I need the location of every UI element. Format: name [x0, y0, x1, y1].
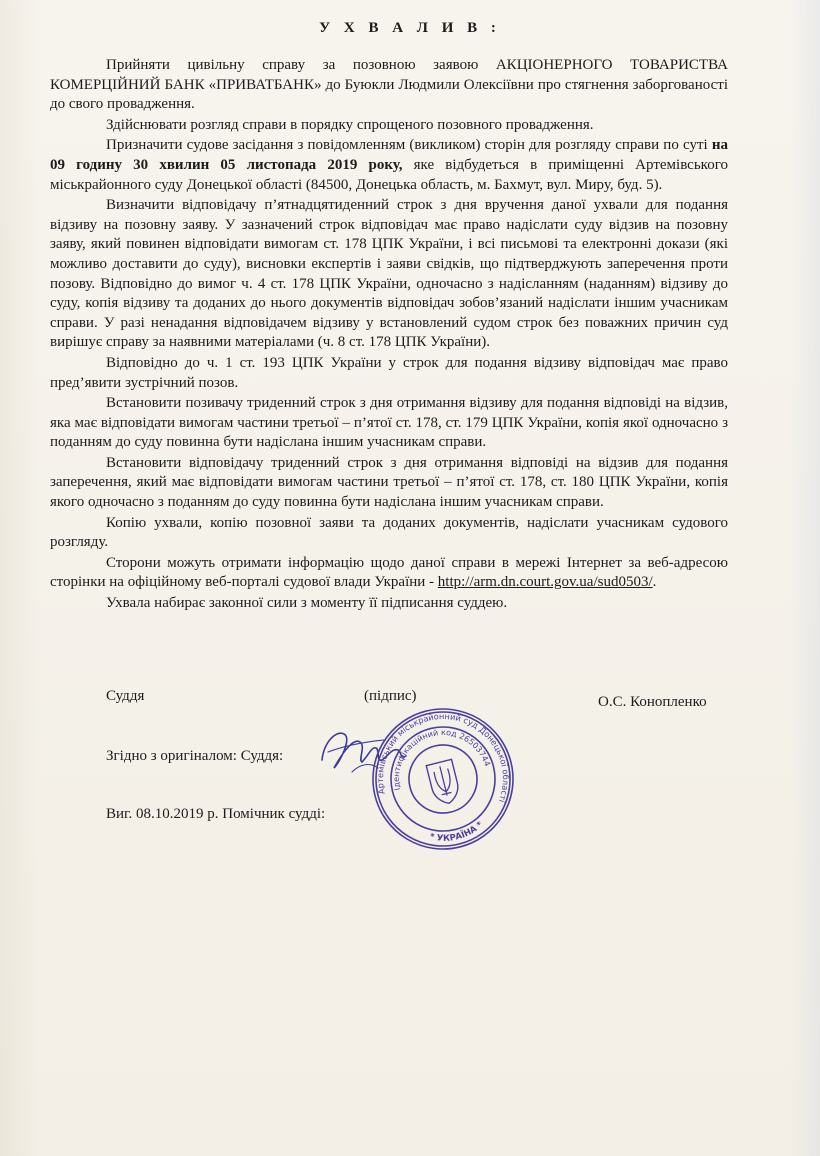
issued-date-label: Виг. 08.10.2019 р. Помічник судді:: [106, 806, 326, 822]
hearing-text-start: Призначити судове засідання з повідомленням (викликом) сторін для розгляду справи по суті: [106, 137, 712, 154]
judge-label: Суддя: [106, 688, 145, 704]
signature-placeholder: (підпис): [364, 688, 417, 704]
paragraph-hearing-date: [50, 136, 728, 195]
paragraph-objection: Встановити відповідачу триденний строк з дня отримання відповіді на відзив для подання заперечення, який має відповідати вимогам частини третьої – п’ятої ст. 178, ст. 180 ЦПК України, копія якого одночасно з поданням до суду повинна бути надіслана іншим учасникам справи.: [50, 454, 728, 511]
svg-text:Артемівський міськрайонний суд: [368, 704, 518, 834]
hearing-datetime: на 09 годину 30 хвилин 05 листопада 2019 року,: [50, 137, 728, 173]
paragraph-send-copies: Копію ухвали, копію позовної заяви та доданих документів, надіслати учасникам судового розгляду.: [50, 514, 728, 551]
seal-outer-text: Артемівський міськрайонний суд Донецької області: [374, 710, 512, 804]
judge-name: О.С. Конопленко: [598, 694, 707, 710]
paragraph-defendant-response: Визначити відповідачу п’ятнадцятиденний строк з дня вручення даної ухвали для подання відзиву на позовну заяву. У зазначений строк відповідач має право надіслати суду відзив на позовну заяву, який повинен відповідати вимогам ст. 178 ЦПК України, і всі письмові та електронні докази (які можливо доставити до суду), висновки експертів і заяви свідків, що підтверджують заперечення проти позову. Відповідно до вимог ч. 4 ст. 178 ЦПК України, одночасно з надісланням (наданням) відзиву до суду, копія відзиву та доданих до нього документів відповідач зобов’язаний надіслати іншим учасникам справи. У разі ненадання відповідачем відзиву у встановлений судом строк без поважних причин суд вирішує справу за наявними матеріалами (ч. 8 ст. 178 ЦПК України).: [50, 197, 728, 351]
online-info-end: .: [652, 574, 657, 591]
hearing-text-end: яке відбудеться в приміщенні Артемівського міськрайонного суду Донецької області (84500, Донецька область, м. Бахмут, вул. Миру, буд. 5).: [50, 156, 728, 193]
court-seal-stamp: [368, 704, 518, 854]
paragraph-effective: Ухвала набирає законної сили з моменту її підписання суддею.: [106, 595, 508, 612]
court-portal-link[interactable]: http://arm.dn.court.gov.ua/sud0503/: [437, 574, 653, 591]
online-info-text: Сторони можуть отримати інформацію щодо даної справи в мережі Інтернет за веб-адресою сторінки на офіційному веб-порталі судової влади України -: [50, 554, 728, 591]
paragraph-procedure: Здійснювати розгляд справи в порядку спрощеного позовного провадження.: [106, 116, 594, 133]
seal-country-text: * УКРАЇНА *: [428, 819, 486, 844]
copy-certification-label: Згідно з оригіналом: Суддя:: [106, 748, 284, 764]
paragraph-online-info: [50, 554, 728, 593]
trident-icon: [426, 759, 461, 806]
paragraph-counterclaim: Відповідно до ч. 1 ст. 193 ЦПК України у строк для подання відзиву відповідач має право пред’явити зустрічний позов.: [50, 354, 728, 391]
ruling-body: [50, 56, 728, 614]
paragraph-accept-case: Прийняти цивільну справу за позовною заявою АКЦІОНЕРНОГО ТОВАРИСТВА КОМЕРЦІЙНИЙ БАНК «ПРИВАТБАНК» до Буюкли Людмили Олексіївни про стягнення заборгованості до свого провадження.: [50, 57, 728, 113]
page-title: У Х В А Л И В :: [319, 20, 501, 36]
seal-inner-text: Ідентифікаційний код 26503744: [391, 727, 492, 792]
paragraph-plaintiff-reply: Встановити позивачу триденний строк з дня отримання відзиву для подання відповіді на відзив, яка має відповідати вимогам частини третьої – п’ятої ст. 178, ст. 179 ЦПК України, копія якої одночасно з поданням до суду повинна бути надіслана іншим учасникам справи.: [50, 395, 728, 451]
